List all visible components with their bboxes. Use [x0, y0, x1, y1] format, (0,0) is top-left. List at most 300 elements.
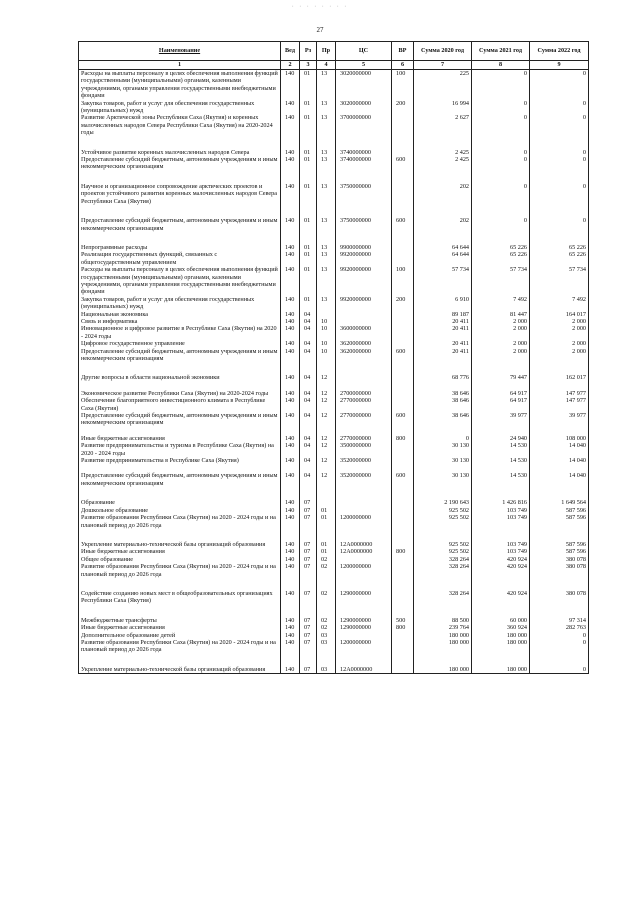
row-sum-2022-cell: 2 000	[530, 325, 589, 340]
row-ved-cell: 140	[281, 563, 300, 590]
row-cs-cell	[336, 374, 392, 389]
row-cs-cell: 1200000000	[336, 514, 392, 541]
row-cs-cell: 12А0000000	[336, 666, 392, 674]
row-sum-2021-cell: 180 000	[472, 666, 530, 674]
row-sum-2020-cell: 180 000	[414, 632, 472, 639]
row-ved-cell: 140	[281, 149, 300, 156]
row-rz-cell: 07	[300, 548, 317, 555]
row-name-cell: Непрограммные расходы	[79, 244, 281, 251]
row-sum-2020-cell: 2 627	[414, 114, 472, 148]
row-sum-2020-cell: 180 000	[414, 639, 472, 666]
row-pr-cell: 12	[317, 374, 336, 389]
row-sum-2022-cell: 0	[530, 639, 589, 666]
row-vr-cell	[392, 318, 414, 325]
row-sum-2022-cell: 0	[530, 114, 589, 148]
row-sum-2021-cell: 14 530	[472, 472, 530, 499]
row-cs-cell: 3740000000	[336, 149, 392, 156]
table-row	[79, 617, 589, 624]
table-row	[79, 412, 589, 435]
row-sum-2021-cell: 14 530	[472, 457, 530, 472]
row-vr-cell	[392, 311, 414, 318]
row-rz-cell: 04	[300, 435, 317, 442]
row-vr-cell: 600	[392, 348, 414, 375]
col-number: 1	[79, 61, 281, 70]
row-name-cell: Устойчивое развитие коренных малочисленных народов Севера	[79, 149, 281, 156]
row-cs-cell: 9900000000	[336, 244, 392, 251]
row-sum-2020-cell: 30 130	[414, 457, 472, 472]
table-row	[79, 296, 589, 311]
row-sum-2021-cell: 0	[472, 183, 530, 217]
row-cs-cell: 3620000000	[336, 348, 392, 375]
col-header-name: Наименование	[79, 42, 281, 61]
row-name-cell: Предоставление субсидий бюджетным, автономным учреждениям и иным некоммерческим организациям	[79, 472, 281, 499]
row-rz-cell: 07	[300, 541, 317, 548]
row-ved-cell: 140	[281, 217, 300, 244]
row-ved-cell: 140	[281, 632, 300, 639]
table-row	[79, 390, 589, 397]
row-pr-cell: 01	[317, 514, 336, 541]
table-row	[79, 639, 589, 666]
row-cs-cell: 2770000000	[336, 412, 392, 435]
row-sum-2022-cell: 587 596	[530, 548, 589, 555]
row-vr-cell: 800	[392, 624, 414, 631]
row-vr-cell: 800	[392, 435, 414, 442]
table-row	[79, 114, 589, 148]
table-row	[79, 244, 589, 251]
row-cs-cell: 2770000000	[336, 435, 392, 442]
row-pr-cell: 13	[317, 156, 336, 183]
row-ved-cell: 140	[281, 412, 300, 435]
row-sum-2021-cell: 0	[472, 149, 530, 156]
row-sum-2021-cell: 65 226	[472, 251, 530, 266]
row-rz-cell: 07	[300, 632, 317, 639]
table-row	[79, 590, 589, 617]
row-name-cell: Инновационное и цифровое развитие в Республике Саха (Якутия) на 2020 - 2024 годы	[79, 325, 281, 340]
row-sum-2021-cell: 420 924	[472, 556, 530, 563]
row-sum-2020-cell: 20 411	[414, 348, 472, 375]
row-rz-cell: 01	[300, 296, 317, 311]
col-header-sum-2022: Сумма 2022 год	[530, 42, 589, 61]
row-name-cell: Предоставление субсидий бюджетным, автономным учреждениям и иным некоммерческим организациям	[79, 348, 281, 375]
row-sum-2022-cell: 14 040	[530, 457, 589, 472]
row-cs-cell: 1290000000	[336, 624, 392, 631]
page-number: 27	[316, 26, 324, 34]
row-pr-cell: 13	[317, 296, 336, 311]
row-vr-cell	[392, 183, 414, 217]
table-row	[79, 266, 589, 296]
row-name-cell: Расходы на выплаты персоналу в целях обеспечения выполнения функций государственными (муниципальными) органами, казенными учреждениями, органами управления государственными внебюджетными фондами	[79, 70, 281, 100]
row-sum-2021-cell: 103 749	[472, 514, 530, 541]
row-sum-2020-cell: 88 500	[414, 617, 472, 624]
row-name-cell: Научное и организационное сопровождение арктических проектов и проектов устойчивого развития коренных малочисленных народов Севера Республики Саха (Якутия)	[79, 183, 281, 217]
row-sum-2020-cell: 30 130	[414, 442, 472, 457]
row-name-cell: Развитие Арктической зоны Республики Саха (Якутия) и коренных малочисленных народов Севера Республики Саха (Якутия) на 2020-2024 годы	[79, 114, 281, 148]
col-header-pr: Пр	[317, 42, 336, 61]
row-ved-cell: 140	[281, 457, 300, 472]
col-number: 2	[281, 61, 300, 70]
row-pr-cell: 13	[317, 251, 336, 266]
row-vr-cell	[392, 397, 414, 412]
row-rz-cell: 01	[300, 156, 317, 183]
row-rz-cell: 04	[300, 412, 317, 435]
row-pr-cell: 12	[317, 442, 336, 457]
row-sum-2022-cell: 0	[530, 632, 589, 639]
budget-table	[78, 41, 589, 674]
row-vr-cell	[392, 325, 414, 340]
row-sum-2021-cell: 79 447	[472, 374, 530, 389]
row-ved-cell: 140	[281, 442, 300, 457]
row-ved-cell: 140	[281, 296, 300, 311]
row-rz-cell: 04	[300, 340, 317, 347]
table-body	[79, 70, 589, 674]
row-ved-cell: 140	[281, 666, 300, 674]
row-sum-2022-cell: 164 017	[530, 311, 589, 318]
row-name-cell: Укрепление материально-технической базы организаций образования	[79, 541, 281, 548]
row-pr-cell	[317, 311, 336, 318]
table-row	[79, 556, 589, 563]
row-rz-cell: 04	[300, 374, 317, 389]
row-sum-2020-cell: 925 502	[414, 541, 472, 548]
row-cs-cell: 3700000000	[336, 114, 392, 148]
row-sum-2020-cell: 30 130	[414, 472, 472, 499]
row-name-cell: Общее образование	[79, 556, 281, 563]
row-name-cell: Предоставление субсидий бюджетным, автономным учреждениям и иным некоммерческим организациям	[79, 156, 281, 183]
row-rz-cell: 01	[300, 244, 317, 251]
row-cs-cell	[336, 507, 392, 514]
row-vr-cell	[392, 340, 414, 347]
table-row	[79, 340, 589, 347]
row-sum-2022-cell: 65 226	[530, 244, 589, 251]
row-vr-cell: 600	[392, 412, 414, 435]
table-row	[79, 251, 589, 266]
table-row	[79, 507, 589, 514]
row-name-cell: Цифровое государственное управление	[79, 340, 281, 347]
table-row	[79, 457, 589, 472]
row-ved-cell: 140	[281, 251, 300, 266]
row-name-cell: Предоставление субсидий бюджетным, автономным учреждениям и иным некоммерческим организациям	[79, 217, 281, 244]
row-pr-cell: 10	[317, 325, 336, 340]
row-vr-cell	[392, 499, 414, 506]
row-rz-cell: 04	[300, 472, 317, 499]
row-ved-cell: 140	[281, 617, 300, 624]
row-cs-cell: 3020000000	[336, 100, 392, 115]
row-ved-cell: 140	[281, 507, 300, 514]
row-pr-cell: 02	[317, 590, 336, 617]
row-vr-cell: 100	[392, 70, 414, 100]
row-cs-cell: 3500000000	[336, 442, 392, 457]
row-cs-cell: 3520000000	[336, 472, 392, 499]
row-sum-2020-cell: 202	[414, 183, 472, 217]
row-cs-cell: 12А0000000	[336, 548, 392, 555]
row-name-cell: Развитие образования Республики Саха (Якутия) на 2020 - 2024 годы и на плановый период до 2026 года	[79, 563, 281, 590]
row-vr-cell	[392, 563, 414, 590]
row-sum-2020-cell: 6 910	[414, 296, 472, 311]
row-rz-cell: 07	[300, 624, 317, 631]
row-pr-cell: 02	[317, 563, 336, 590]
row-pr-cell: 12	[317, 397, 336, 412]
row-rz-cell: 07	[300, 666, 317, 674]
row-name-cell: Обеспечение благоприятного инвестиционного климата в Республике Саха (Якутия)	[79, 397, 281, 412]
row-pr-cell: 13	[317, 70, 336, 100]
row-sum-2020-cell: 20 411	[414, 325, 472, 340]
row-sum-2021-cell: 14 530	[472, 442, 530, 457]
row-rz-cell: 04	[300, 318, 317, 325]
row-pr-cell: 01	[317, 507, 336, 514]
row-pr-cell: 13	[317, 100, 336, 115]
row-pr-cell: 12	[317, 435, 336, 442]
row-name-cell: Иные бюджетные ассигнования	[79, 624, 281, 631]
table-row	[79, 311, 589, 318]
row-name-cell: Дошкольное образование	[79, 507, 281, 514]
col-header-rz: Рз	[300, 42, 317, 61]
row-sum-2020-cell: 239 764	[414, 624, 472, 631]
row-cs-cell: 1290000000	[336, 617, 392, 624]
row-ved-cell: 140	[281, 244, 300, 251]
table-row	[79, 100, 589, 115]
table-row	[79, 632, 589, 639]
row-sum-2022-cell: 0	[530, 156, 589, 183]
row-rz-cell: 01	[300, 217, 317, 244]
row-cs-cell: 12А0000000	[336, 541, 392, 548]
row-vr-cell	[392, 251, 414, 266]
row-sum-2022-cell: 0	[530, 100, 589, 115]
row-rz-cell: 04	[300, 325, 317, 340]
row-cs-cell: 3750000000	[336, 217, 392, 244]
row-vr-cell	[392, 639, 414, 666]
row-sum-2021-cell: 180 000	[472, 632, 530, 639]
row-sum-2022-cell: 380 078	[530, 563, 589, 590]
row-cs-cell: 3600000000	[336, 325, 392, 340]
row-sum-2022-cell: 0	[530, 666, 589, 674]
row-cs-cell: 1200000000	[336, 563, 392, 590]
col-number: 7	[414, 61, 472, 70]
row-cs-cell: 3520000000	[336, 457, 392, 472]
row-vr-cell: 500	[392, 617, 414, 624]
row-cs-cell	[336, 556, 392, 563]
row-pr-cell: 13	[317, 149, 336, 156]
row-rz-cell: 04	[300, 390, 317, 397]
row-sum-2021-cell: 64 917	[472, 397, 530, 412]
row-sum-2021-cell: 103 749	[472, 541, 530, 548]
row-vr-cell: 100	[392, 266, 414, 296]
row-pr-cell: 12	[317, 390, 336, 397]
row-ved-cell: 140	[281, 374, 300, 389]
col-header-sum-2021: Сумма 2021 год	[472, 42, 530, 61]
table-row	[79, 563, 589, 590]
row-pr-cell: 12	[317, 412, 336, 435]
row-ved-cell: 140	[281, 318, 300, 325]
row-pr-cell	[317, 499, 336, 506]
row-name-cell: Образование	[79, 499, 281, 506]
row-cs-cell: 3620000000	[336, 340, 392, 347]
row-sum-2022-cell: 0	[530, 149, 589, 156]
row-cs-cell: 9920000000	[336, 251, 392, 266]
row-rz-cell: 04	[300, 397, 317, 412]
table-row	[79, 435, 589, 442]
row-sum-2021-cell: 0	[472, 114, 530, 148]
row-sum-2022-cell: 57 734	[530, 266, 589, 296]
row-sum-2020-cell: 68 776	[414, 374, 472, 389]
row-name-cell: Связь и информатика	[79, 318, 281, 325]
row-cs-cell: 1290000000	[336, 590, 392, 617]
row-sum-2022-cell: 7 492	[530, 296, 589, 311]
row-vr-cell	[392, 632, 414, 639]
row-sum-2022-cell: 0	[530, 217, 589, 244]
row-vr-cell	[392, 374, 414, 389]
header-noise: · · · · · · · ·	[291, 4, 349, 10]
row-ved-cell: 140	[281, 311, 300, 318]
row-sum-2021-cell: 0	[472, 156, 530, 183]
row-ved-cell: 140	[281, 70, 300, 100]
row-name-cell: Расходы на выплаты персоналу в целях обеспечения выполнения функций государственными (муниципальными) органами, казенными учреждениями, органами управления государственными внебюджетными фондами	[79, 266, 281, 296]
row-pr-cell: 03	[317, 639, 336, 666]
row-ved-cell: 140	[281, 541, 300, 548]
row-cs-cell	[336, 311, 392, 318]
table-row	[79, 318, 589, 325]
row-pr-cell: 02	[317, 617, 336, 624]
table-row	[79, 541, 589, 548]
row-cs-cell	[336, 318, 392, 325]
row-sum-2021-cell: 81 447	[472, 311, 530, 318]
row-pr-cell: 10	[317, 348, 336, 375]
row-sum-2021-cell: 420 924	[472, 563, 530, 590]
row-sum-2021-cell: 24 940	[472, 435, 530, 442]
row-cs-cell: 9920000000	[336, 266, 392, 296]
row-sum-2021-cell: 0	[472, 100, 530, 115]
row-pr-cell: 03	[317, 632, 336, 639]
table-row	[79, 156, 589, 183]
row-name-cell: Развитие предпринимательства и туризма в Республике Саха (Якутия) на 2020 - 2024 годы	[79, 442, 281, 457]
row-vr-cell	[392, 590, 414, 617]
row-ved-cell: 140	[281, 325, 300, 340]
row-sum-2020-cell: 89 187	[414, 311, 472, 318]
row-cs-cell: 3750000000	[336, 183, 392, 217]
table-row	[79, 442, 589, 457]
row-pr-cell: 10	[317, 318, 336, 325]
row-sum-2021-cell: 2 000	[472, 348, 530, 375]
row-sum-2021-cell: 420 924	[472, 590, 530, 617]
row-pr-cell: 13	[317, 266, 336, 296]
row-name-cell: Развитие образования Республики Саха (Якутия) на 2020 - 2024 годы и на плановый период до 2026 года	[79, 514, 281, 541]
col-number: 8	[472, 61, 530, 70]
row-cs-cell: 2770000000	[336, 397, 392, 412]
row-vr-cell: 600	[392, 156, 414, 183]
row-pr-cell: 13	[317, 217, 336, 244]
table-row	[79, 548, 589, 555]
row-ved-cell: 140	[281, 100, 300, 115]
row-ved-cell: 140	[281, 624, 300, 631]
table-row	[79, 499, 589, 506]
row-rz-cell: 04	[300, 348, 317, 375]
row-sum-2021-cell: 103 749	[472, 548, 530, 555]
row-name-cell: Реализация государственных функций, связанных с общегосударственным управлением	[79, 251, 281, 266]
row-sum-2020-cell: 2 190 643	[414, 499, 472, 506]
row-sum-2020-cell: 38 646	[414, 397, 472, 412]
row-sum-2020-cell: 925 502	[414, 507, 472, 514]
row-cs-cell: 2700000000	[336, 390, 392, 397]
row-sum-2021-cell: 2 000	[472, 325, 530, 340]
col-number: 4	[317, 61, 336, 70]
col-header-sum-2020: Сумма 2020 год	[414, 42, 472, 61]
row-pr-cell: 13	[317, 114, 336, 148]
row-sum-2020-cell: 180 000	[414, 666, 472, 674]
row-vr-cell	[392, 457, 414, 472]
table-row	[79, 217, 589, 244]
row-ved-cell: 140	[281, 114, 300, 148]
row-sum-2022-cell: 147 977	[530, 390, 589, 397]
row-rz-cell: 07	[300, 590, 317, 617]
row-pr-cell: 10	[317, 340, 336, 347]
column-number-row	[79, 61, 589, 70]
row-cs-cell: 3740000000	[336, 156, 392, 183]
row-sum-2021-cell: 57 734	[472, 266, 530, 296]
row-rz-cell: 04	[300, 311, 317, 318]
row-sum-2020-cell: 328 264	[414, 563, 472, 590]
row-sum-2021-cell: 2 000	[472, 318, 530, 325]
row-name-cell: Дополнительное образование детей	[79, 632, 281, 639]
row-name-cell: Национальная экономика	[79, 311, 281, 318]
row-name-cell: Развитие предпринимательства в Республике Саха (Якутия)	[79, 457, 281, 472]
row-rz-cell: 01	[300, 100, 317, 115]
row-vr-cell: 600	[392, 472, 414, 499]
row-pr-cell: 01	[317, 548, 336, 555]
row-sum-2022-cell: 39 977	[530, 412, 589, 435]
row-rz-cell: 01	[300, 149, 317, 156]
row-sum-2022-cell: 1 649 564	[530, 499, 589, 506]
row-name-cell: Развитие образования Республики Саха (Якутия) на 2020 - 2024 годы и на плановый период до 2026 года	[79, 639, 281, 666]
row-sum-2022-cell: 162 017	[530, 374, 589, 389]
row-sum-2022-cell: 14 040	[530, 442, 589, 457]
row-sum-2022-cell: 587 596	[530, 541, 589, 548]
row-sum-2020-cell: 925 502	[414, 514, 472, 541]
row-name-cell: Иные бюджетные ассигнования	[79, 548, 281, 555]
row-vr-cell: 200	[392, 296, 414, 311]
table-row	[79, 374, 589, 389]
table-row	[79, 397, 589, 412]
row-sum-2021-cell: 64 917	[472, 390, 530, 397]
row-pr-cell: 02	[317, 556, 336, 563]
row-sum-2022-cell: 147 977	[530, 397, 589, 412]
row-vr-cell	[392, 442, 414, 457]
row-cs-cell: 9920000000	[336, 296, 392, 311]
row-rz-cell: 01	[300, 183, 317, 217]
row-vr-cell	[392, 541, 414, 548]
row-rz-cell: 01	[300, 266, 317, 296]
row-sum-2020-cell: 0	[414, 435, 472, 442]
row-sum-2021-cell: 180 000	[472, 639, 530, 666]
row-sum-2022-cell: 380 078	[530, 590, 589, 617]
col-number: 9	[530, 61, 589, 70]
row-sum-2020-cell: 16 994	[414, 100, 472, 115]
row-sum-2022-cell: 2 000	[530, 348, 589, 375]
table-row	[79, 325, 589, 340]
row-pr-cell: 01	[317, 541, 336, 548]
row-sum-2020-cell: 328 264	[414, 556, 472, 563]
row-pr-cell: 02	[317, 624, 336, 631]
row-sum-2021-cell: 360 924	[472, 624, 530, 631]
col-number: 6	[392, 61, 414, 70]
row-name-cell: Экономическое развитие Республики Саха (Якутия) на 2020-2024 годы	[79, 390, 281, 397]
row-ved-cell: 140	[281, 548, 300, 555]
table-row	[79, 348, 589, 375]
table-row	[79, 70, 589, 100]
row-ved-cell: 140	[281, 556, 300, 563]
row-name-cell: Содействие созданию новых мест в общеобразовательных организациях Республики Саха (Якутия)	[79, 590, 281, 617]
row-vr-cell	[392, 149, 414, 156]
row-name-cell: Иные бюджетные ассигнования	[79, 435, 281, 442]
row-ved-cell: 140	[281, 639, 300, 666]
row-vr-cell	[392, 514, 414, 541]
